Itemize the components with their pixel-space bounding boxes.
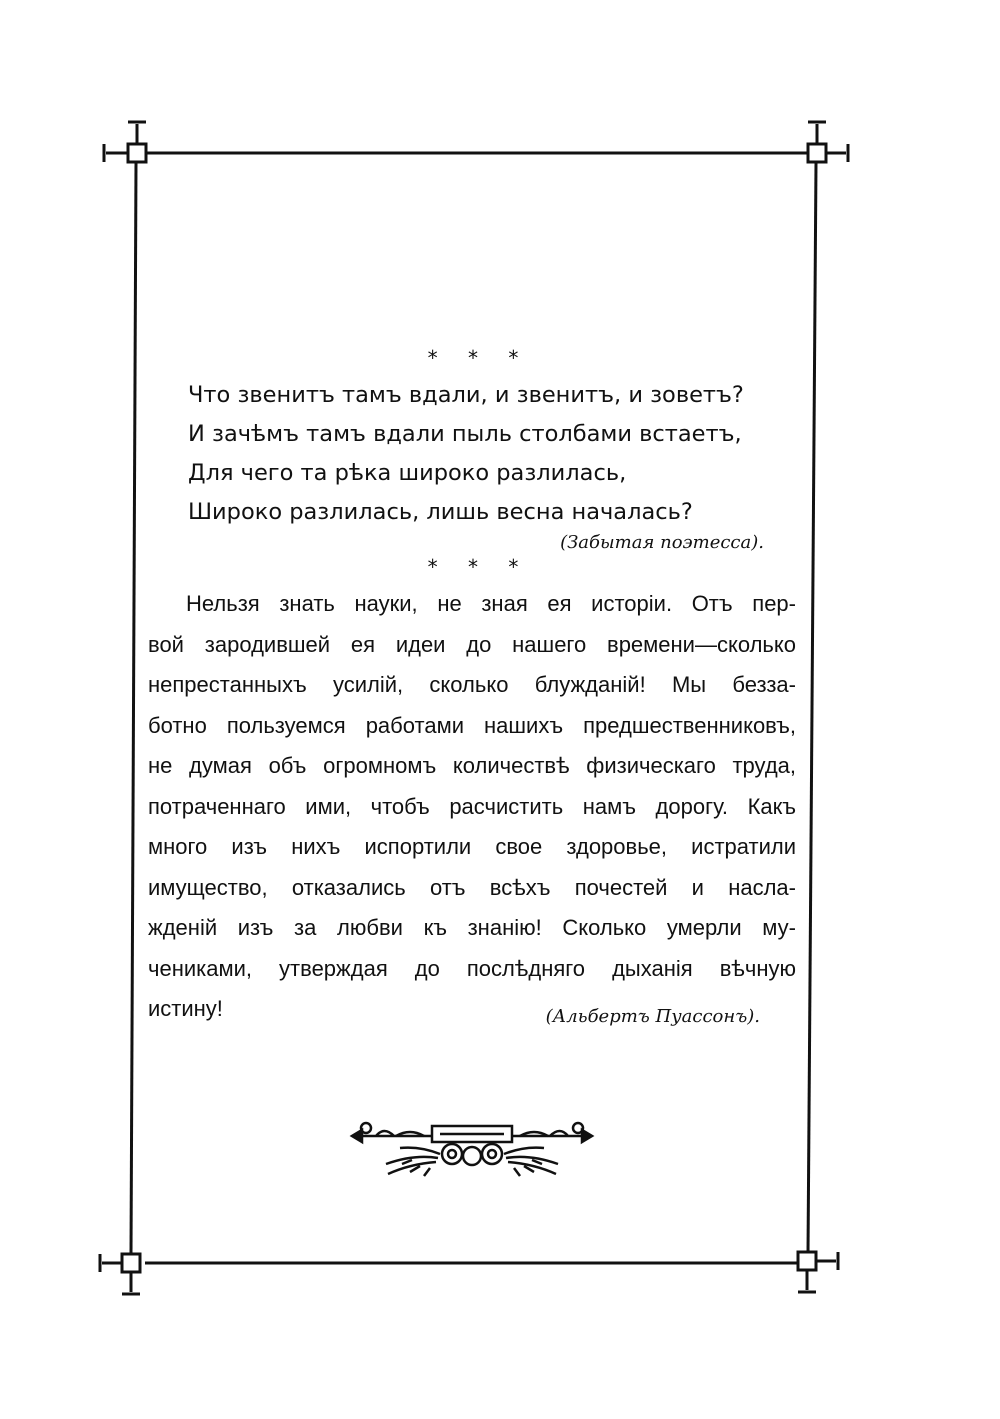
corner-ornament-bottom-left — [100, 1254, 140, 1294]
prose-line: потраченнаго ими, чтобъ расчистить намъ дорогу. Какъ — [148, 793, 796, 819]
prose-line: не думая объ огромномъ количествѣ физическаго труда, — [148, 753, 796, 778]
poem-attribution: (Забытая поэтесса). — [560, 532, 764, 553]
prose-line: вой зародившей ея идеи до нашего времени—сколько — [148, 631, 796, 657]
prose-attribution: (Альбертъ Пуассонъ). — [545, 1006, 760, 1027]
corner-ornament-top-right — [808, 122, 848, 162]
prose-line: ботно пользуемся работами нашихъ предшественниковъ, — [148, 712, 796, 738]
poem-line: Для чего та рѣка широко разлилась, — [188, 460, 627, 486]
prose-paragraph — [148, 584, 796, 1030]
prose-line: истину! — [148, 996, 223, 1021]
floral-vignette-ornament — [352, 1123, 592, 1176]
corner-ornament-top-left — [104, 122, 146, 162]
prose-separator: * * * — [427, 555, 531, 579]
poem-line: Широко разлилась, лишь весна началась? — [188, 499, 693, 525]
poem-line: Что звенитъ тамъ вдали, и звенитъ, и зоветъ? — [188, 382, 744, 408]
prose-line: имущество, отказались отъ всѣхъ почестей и насла- — [148, 874, 796, 900]
prose-line: чениками, утверждая до послѣдняго дыханія вѣчную — [148, 955, 796, 981]
frame-left-line — [131, 163, 136, 1253]
poem-line: И зачѣмъ тамъ вдали пыль столбами встаетъ, — [188, 421, 742, 447]
poem-separator: * * * — [427, 346, 531, 370]
prose-line: много изъ нихъ испортили свое здоровье, истратили — [148, 834, 796, 859]
prose-line: непрестанныхъ усилій, сколько блужданій! Мы безза- — [148, 672, 796, 697]
corner-ornament-bottom-right — [798, 1252, 838, 1292]
prose-line: жденій изъ за любви къ знанію! Сколько умерли му- — [148, 915, 796, 940]
frame-right-line — [808, 163, 816, 1253]
prose-line: Нельзя знать науки, не зная ея исторіи. Отъ пер- — [186, 591, 796, 616]
